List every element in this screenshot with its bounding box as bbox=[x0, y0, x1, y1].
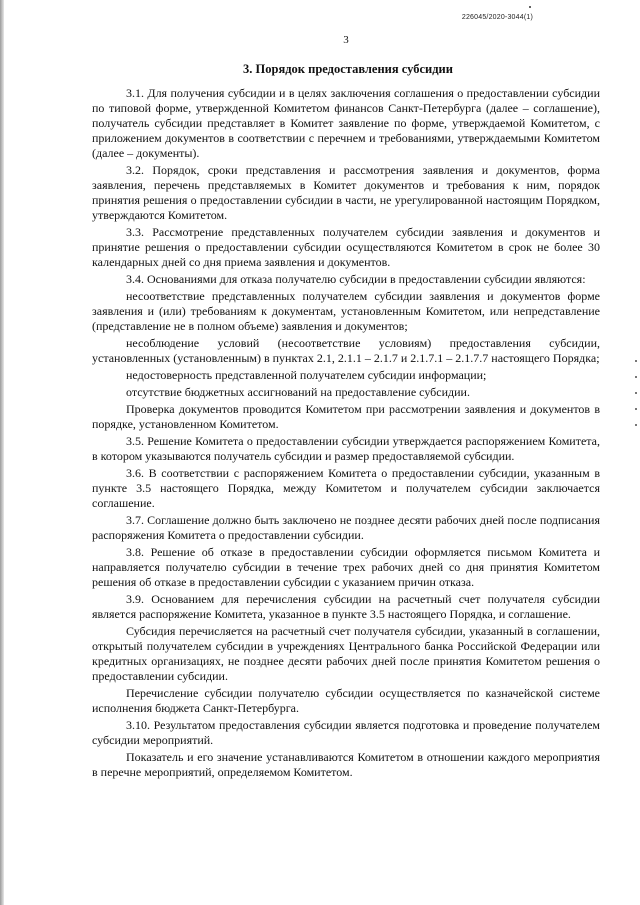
document-id: 226045/2020-3044(1) bbox=[461, 14, 533, 21]
paragraph-3-5: 3.5. Решение Комитета о предоставлении субсидии утверждается распоряжением Комитета, в котором указываются получатель субсидии и размер предоставляемой субсидии. bbox=[92, 434, 600, 463]
page-number: 3 bbox=[343, 34, 349, 46]
refusal-reason-4: отсутствие бюджетных ассигнований на предоставление субсидии. bbox=[126, 385, 470, 399]
paragraph-3-1: 3.1. Для получения субсидии и в целях заключения соглашения о предоставлении субсидии по типовой форме, утвержденной Комитетом финансов Санкт-Петербурга (далее – соглашение), получатель субсидии представляет в Комитет заявление по форме, утверждаемой Комитетом, с приложением документов в соответствии с перечнем и требованиями, утверждаемыми Комитетом (далее – документы). bbox=[92, 86, 600, 160]
paragraph-3-3: 3.3. Рассмотрение представленных получателем субсидии заявления и документов и принятие решения о предоставлении субсидии осуществляются Комитетом в срок не более 30 календарных дней со дня приема заявления и документов. bbox=[92, 225, 600, 269]
paragraph-3-7: 3.7. Соглашение должно быть заключено не позднее десяти рабочих дней после подписания распоряжения Комитета о предоставлении субсидии. bbox=[92, 513, 600, 542]
refusal-reason-2: несоблюдение условий (несоответствие условиям) предоставления субсидии, установленных (установленным) в пунктах 2.1, 2.1.1 – 2.1.7 и 2.1.7.1 – 2.1.7.7 настоящего Порядка; bbox=[92, 336, 600, 365]
paragraph-3-6: 3.6. В соответствии с распоряжением Комитета о предоставлении субсидии, указанным в пункте 3.5 настоящего Порядка, между Комитетом и получателем субсидии заключается соглашение. bbox=[92, 466, 600, 510]
document-body bbox=[92, 86, 600, 782]
paragraph-3-9: 3.9. Основанием для перечисления субсидии на расчетный счет получателя субсидии является распоряжение Комитета, указанное в пункте 3.5 настоящего Порядка, и соглашение. bbox=[92, 592, 600, 621]
paragraph-3-2: 3.2. Порядок, сроки представления и рассмотрения заявления и документов, форма заявления, перечень представляемых в Комитет документов и требования к ним, порядок принятия решения о предоставлении субсидии в части, не урегулированной настоящим Порядком, утверждаются Комитетом. bbox=[92, 163, 600, 222]
refusal-reason-1: несоответствие представленных получателем субсидии заявления и документов форме заявления и (или) требованиям к документам, установленным Комитетом, или непредставление (представление не в полном объеме) заявления и документов; bbox=[92, 289, 600, 333]
paragraph-3-4: 3.4. Основаниями для отказа получателю субсидии в предоставлении субсидии являются: bbox=[126, 272, 586, 286]
scan-speck bbox=[529, 6, 531, 8]
section-title: 3. Порядок предоставления субсидии bbox=[243, 62, 453, 76]
indicator-paragraph: Показатель и его значение устанавливаются Комитетом в отношении каждого мероприятия в перечне мероприятий, определяемом Комитетом. bbox=[92, 750, 600, 779]
paragraph-3-8: 3.8. Решение об отказе в предоставлении субсидии оформляется письмом Комитета и направляется получателю субсидии в течение трех рабочих дней со дня принятия Комитетом решения об отказе в предоставлении субсидии с указанием причин отказа. bbox=[92, 545, 600, 589]
document-check-paragraph: Проверка документов проводится Комитетом при рассмотрении заявления и документов в порядке, установленном Комитетом. bbox=[92, 402, 600, 431]
paragraph-3-10: 3.10. Результатом предоставления субсидии является подготовка и проведение получателем субсидии мероприятий. bbox=[92, 718, 600, 747]
refusal-reason-3: недостоверность представленной получателем субсидии информации; bbox=[126, 368, 487, 382]
scan-margin-marks bbox=[635, 360, 638, 480]
scan-edge-shadow bbox=[0, 0, 4, 905]
treasury-system-paragraph: Перечисление субсидии получателю субсидии осуществляется по казначейской системе исполнения бюджета Санкт-Петербурга. bbox=[92, 686, 600, 715]
subsidy-transfer-paragraph: Субсидия перечисляется на расчетный счет получателя субсидии, указанный в соглашении, открытый получателем субсидии в учреждениях Центрального банка Российской Федерации или кредитных организациях, не позднее десяти рабочих дней после принятия Комитетом решения о предоставлении субсидии. bbox=[92, 624, 600, 683]
